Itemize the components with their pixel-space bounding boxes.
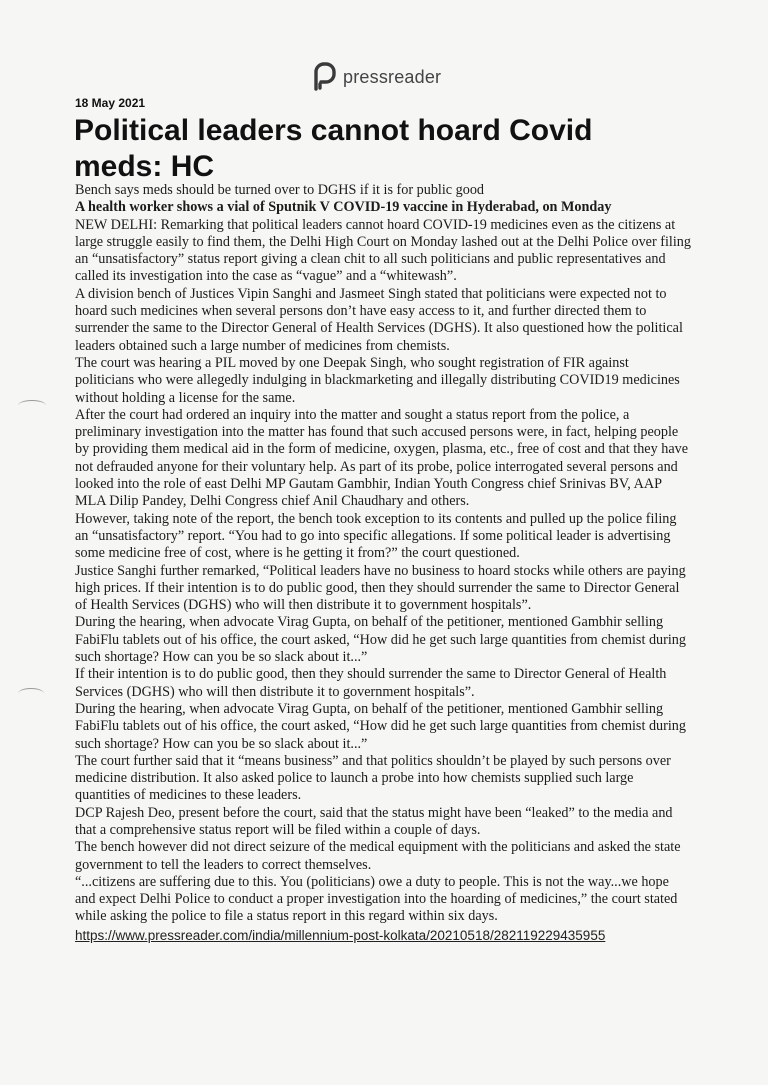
paragraph: The bench however did not direct seizure of the medical equipment with the politicians and asked the state government to tell the leaders to correct themselves. — [75, 839, 681, 873]
paragraph: DCP Rajesh Deo, present before the court, said that the status might have been “leaked” to the media and that a comprehensive status report will be filed within a couple of days. — [75, 804, 673, 838]
article-date: 18 May 2021 — [75, 96, 146, 110]
pressreader-logo — [311, 62, 441, 92]
paragraph: NEW DELHI: Remarking that political leaders cannot hoard COVID-19 medicines even as the citizens at large struggle easily to find them, the Delhi High Court on Monday lashed out at the Delhi Police over filing an “unsatisfactory” status report giving a clean chit to all such politicians and public representatives and called its investigation into the case as “vague” and a “whitewash”. — [75, 216, 691, 285]
paragraph: The court further said that it “means business” and that politics shouldn’t be played by such persons over medicine distribution. It also asked police to launch a probe into how chemists supplied such large quantities of medicines to these leaders. — [75, 752, 671, 804]
paragraph: “...citizens are suffering due to this. You (politicians) owe a duty to people. This is not the way...we hope and expect Delhi Police to conduct a proper investigation into the hoarding of medicines,” the court stated while asking the police to file a status report in this regard within six days. — [75, 873, 678, 925]
paragraph: Justice Sanghi further remarked, “Political leaders have no business to hoard stocks while others are paying high prices. If their intention is to do public good, then they should surrender the same to Director General of Health Services (DGHS) who will then distribute it to government hospitals”. — [75, 562, 686, 614]
paragraph: A division bench of Justices Vipin Sanghi and Jasmeet Singh stated that politicians were expected not to hoard such medicines when several persons don’t have easy access to it, and further directed them to surrender the same to the Director General of Health Services (DGHS). It also questioned how the political leaders obtained such a large number of medicines from chemists. — [75, 285, 683, 354]
paragraph: After the court had ordered an inquiry into the matter and sought a status report from the police, a preliminary investigation into the matter has found that such accused persons were, in fact, helping people by providing them medical aid in the form of medicine, oxygen, plasma, etc., free of cost and that they have not defrauded anyone for their voluntary help. As part of its probe, police interrogated several persons and looked into the role of east Delhi MP Gautam Gambhir, Indian Youth Congress chief Srinivas BV, AAP MLA Dilip Pandey, Delhi Congress chief Anil Chaudhary and others. — [75, 406, 689, 510]
paragraph: If their intention is to do public good, then they should surrender the same to Director General of Health Services (DGHS) who will then distribute it to government hospitals”. — [75, 666, 667, 700]
brand-name: pressreader — [343, 66, 442, 87]
source-link[interactable]: https://www.pressreader.com/india/millennium-post-kolkata/20210518/282119229435955 — [75, 927, 606, 943]
photo-caption: A health worker shows a vial of Sputnik V COVID-19 vaccine in Hyderabad, on Monday — [75, 199, 612, 216]
article-subheadline: Bench says meds should be turned over to DGHS if it is for public good — [75, 182, 485, 198]
scan-artifact — [18, 400, 46, 411]
article-body — [75, 182, 691, 944]
paragraph: During the hearing, when advocate Virag Gupta, on behalf of the petitioner, mentioned Gambhir selling FabiFlu tablets out of his office, the court asked, “How did he get such large quantities from chemist during such shortage? How can you be so slack about it...” — [75, 700, 686, 752]
scan-artifact — [18, 688, 44, 699]
paragraph: The court was hearing a PIL moved by one Deepak Singh, who sought registration of FIR against politicians who were allegedly indulging in blackmarketing and illegally distributing COVID19 medicines without holding a license for the same. — [75, 354, 680, 406]
paragraph: However, taking note of the report, the bench took exception to its contents and pulled up the police filing an “unsatisfactory” report. “You had to go into specific allegations. If some political leader is advertising some medicine free of cost, where is he getting it from?” the court questioned. — [75, 510, 677, 562]
article-headline: Political leaders cannot hoard Covid meds: HC — [74, 114, 593, 183]
pressreader-logo-icon — [311, 62, 337, 92]
paragraph: During the hearing, when advocate Virag Gupta, on behalf of the petitioner, mentioned Gambhir selling FabiFlu tablets out of his office, the court asked, “How did he get such large quantities from chemist during such shortage? How can you be so slack about it...” — [75, 614, 686, 666]
